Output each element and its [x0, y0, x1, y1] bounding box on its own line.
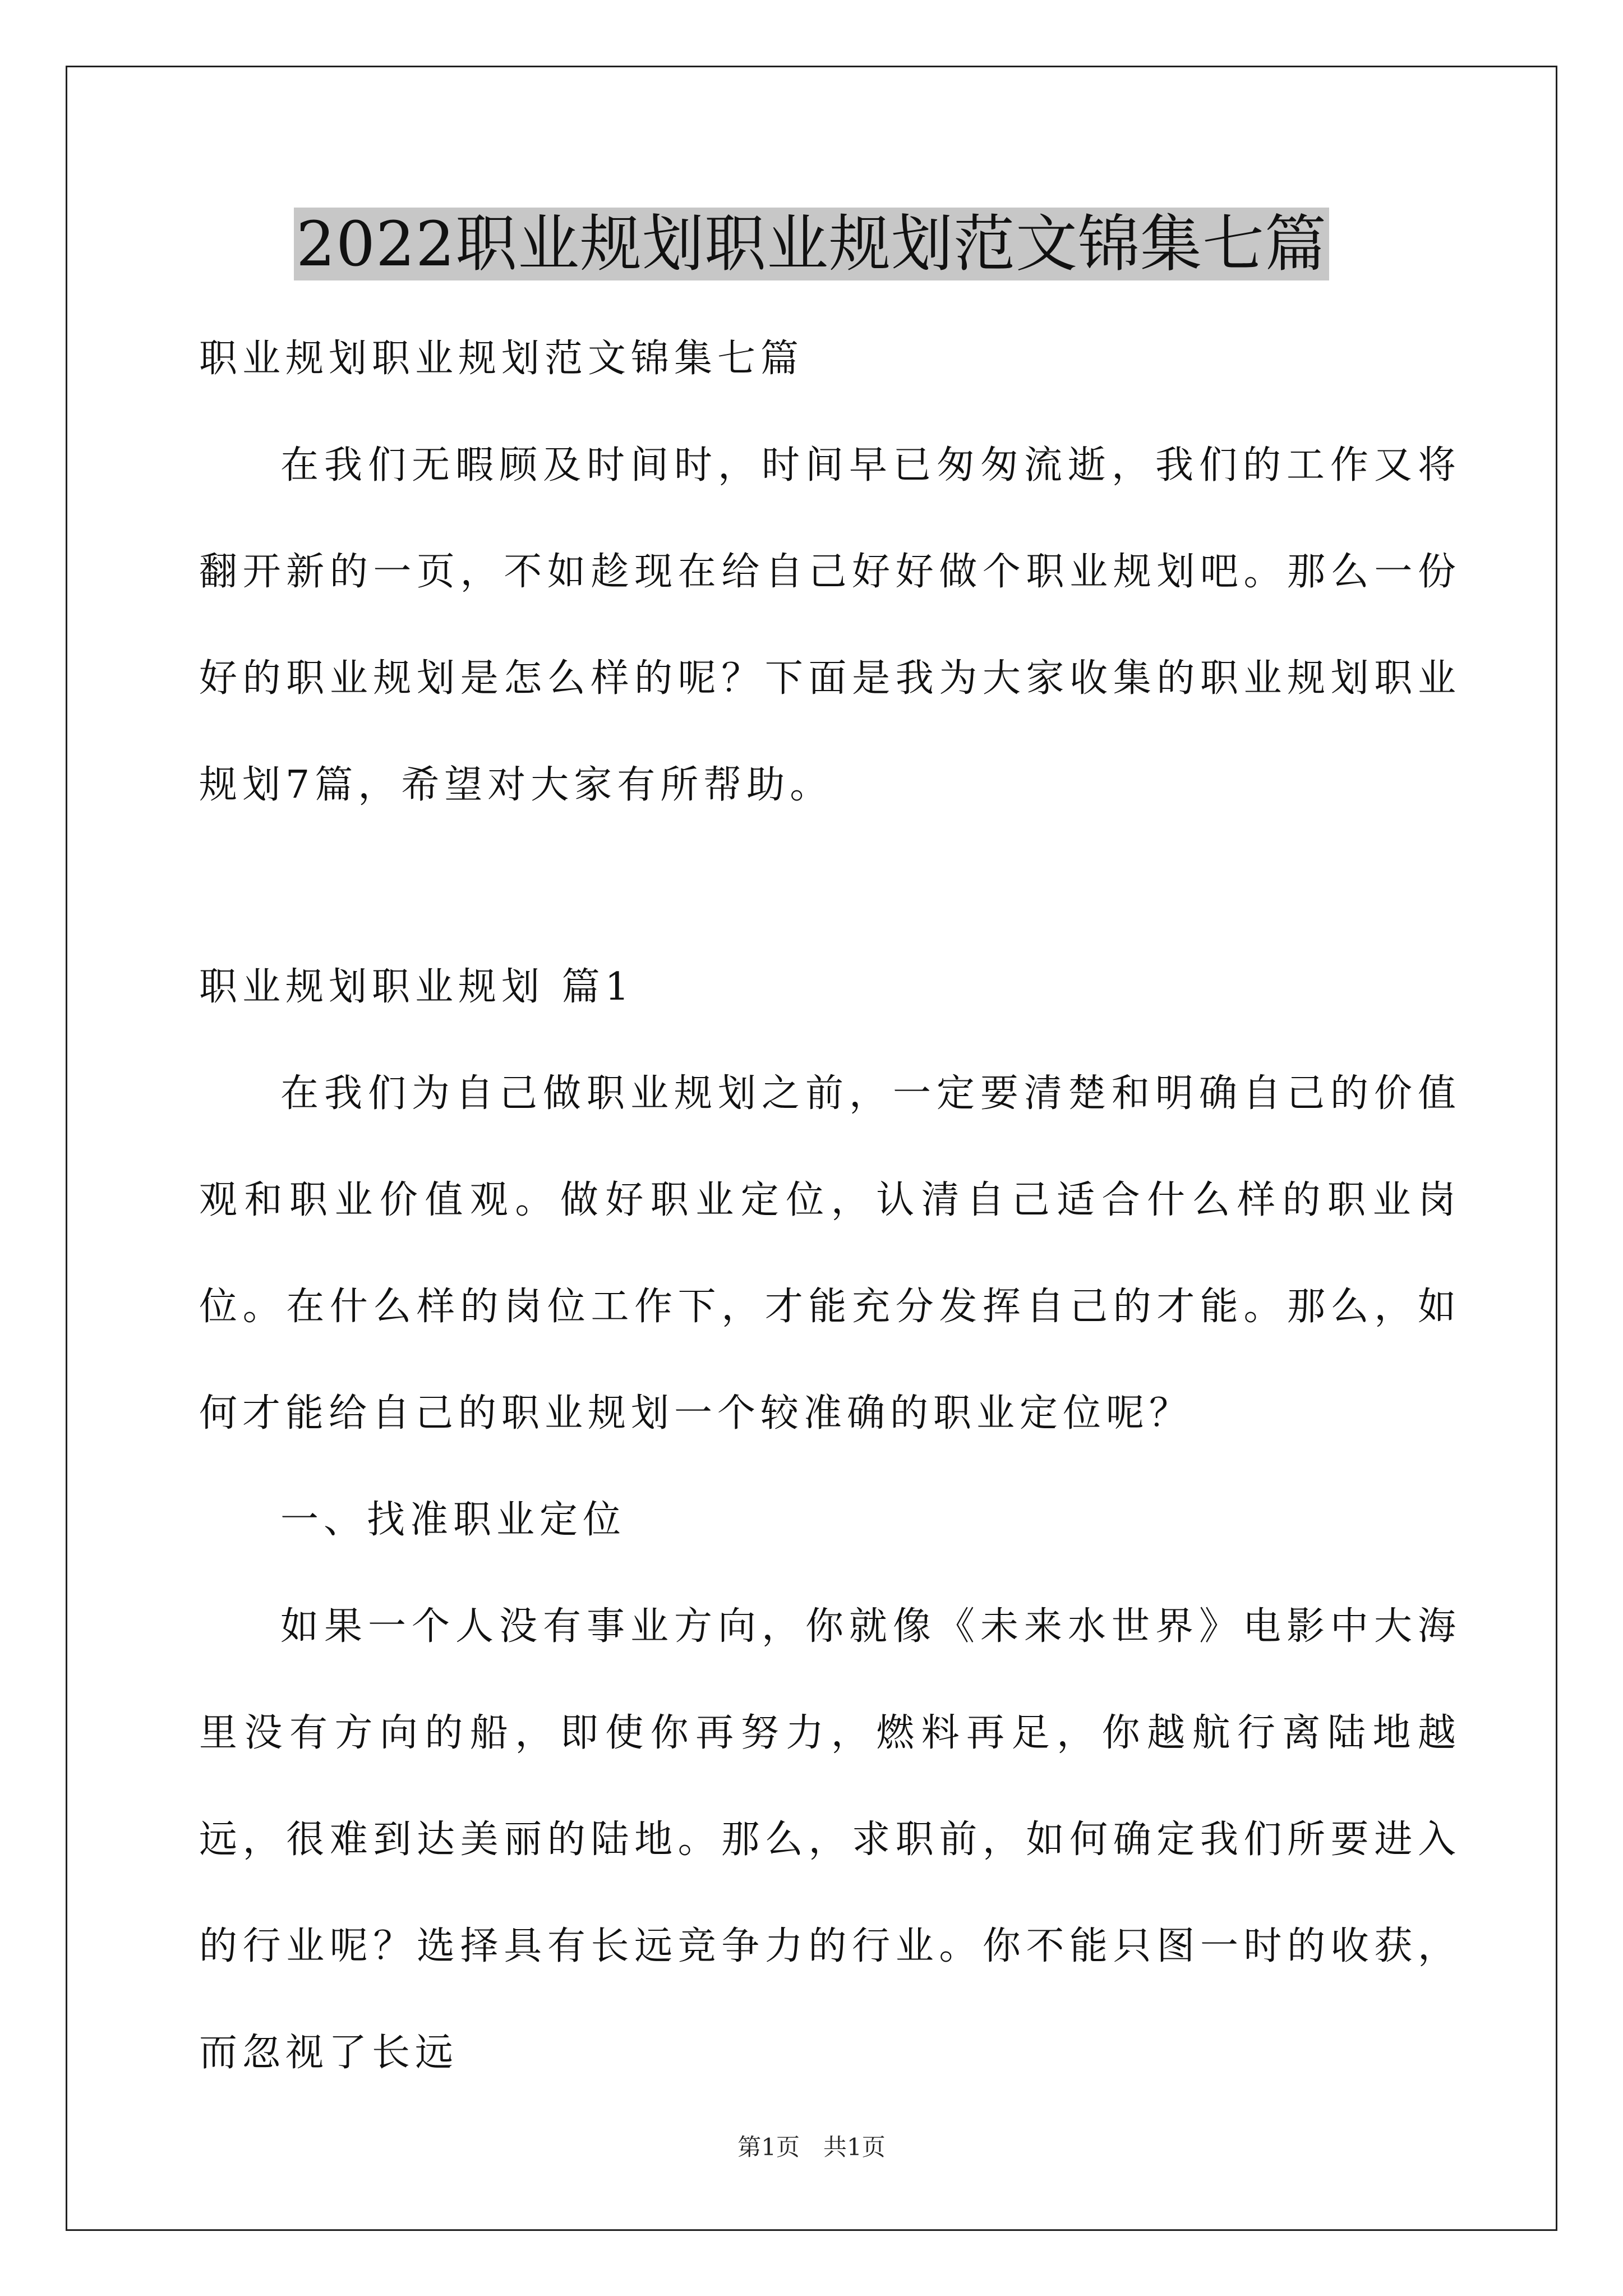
document-body: [199, 306, 1461, 2106]
page-footer: 第1页 共1页: [737, 2133, 886, 2161]
document-subtitle: 职业规划职业规划范文锦集七篇: [199, 337, 804, 381]
section-heading: 一、找准职业定位: [280, 1498, 626, 1542]
body-paragraph: 如果一个人没有事业方向，你就像《未来水世界》电影中大海里没有方向的船，即使你再努力，燃料再足，你越航行离陆地越远，很难到达美丽的陆地。那么，求职前，如何确定我们所要进入的行业呢？选择具有长远竞争力的行业。你不能只图一时的收获，而忽视了长远: [199, 1604, 1461, 2075]
body-paragraph: 在我们为自己做职业规划之前，一定要清楚和明确自己的价值观和职业价值观。做好职业定位，认清自己适合什么样的职业岗位。在什么样的岗位工作下，才能充分发挥自己的才能。那么，如何才能给自己的职业规划一个较准确的职业定位呢？: [199, 1071, 1461, 1435]
section-title: 职业规划职业规划 篇1: [199, 965, 634, 1009]
title-container: [0, 208, 1623, 280]
document-title: 2022职业规划职业规划范文锦集七篇: [294, 208, 1329, 280]
intro-paragraph: 在我们无暇顾及时间时，时间早已匆匆流逝，我们的工作又将翻开新的一页，不如趁现在给自己好好做个职业规划吧。那么一份好的职业规划是怎么样的呢？下面是我为大家收集的职业规划职业规划7篇，希望对大家有所帮助。: [199, 443, 1461, 807]
